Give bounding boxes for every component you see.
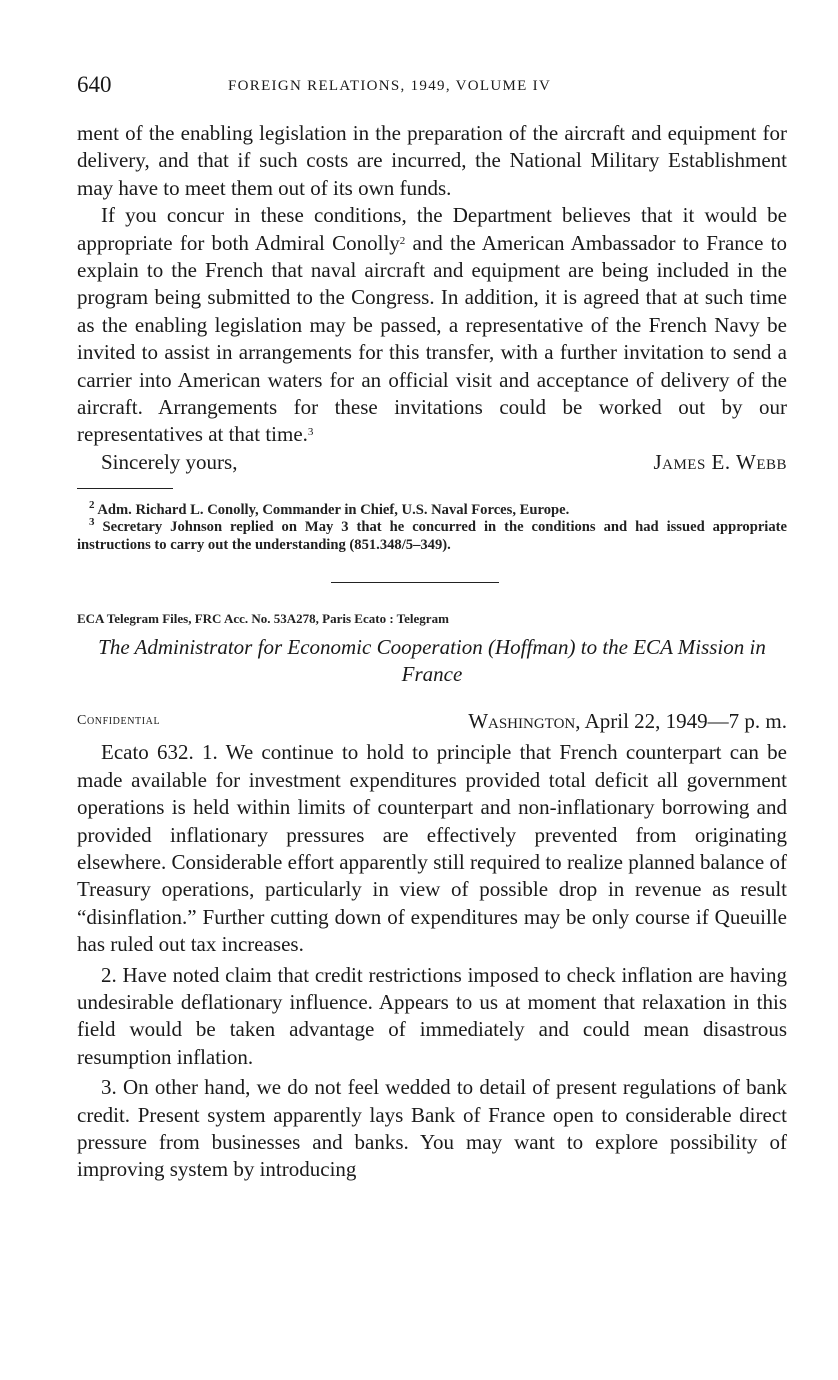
footnote-text: Adm. Richard L. Conolly, Commander in Chief, U.S. Naval Forces, Europe. <box>97 501 570 518</box>
page-number: 640 <box>77 72 112 97</box>
date-time: , April 22, 1949—7 p. m. <box>575 709 787 734</box>
telegram-paragraph: 3. On other hand, we do not feel wedded to detail of present regulations of bank credit. Present system apparently lays Bank of France open to considerable direct pressure from businesses and banks. You may want to explore possibility of improving system by introducing <box>77 1075 787 1182</box>
footnote-rule <box>77 488 173 489</box>
telegram-paragraph: Ecato 632. 1. We continue to hold to principle that French counterpart can be made available for investment expenditures provided total deficit all government operations is held within limits of counterpart and non-inflationary borrowing and provided inflationary pressures are effectively prevented from originating elsewhere. Considerable effort apparently still required to realize planned balance of Treasury operations, particularly in view of possible drop in revenue as result “disinflation.” Further cutting down of expenditures may be only course if Queuille has ruled out tax increases. <box>77 740 787 957</box>
letter-closing <box>77 449 787 476</box>
footnote-text: Secretary Johnson replied on May 3 that he concurred in the conditions and had issued appropriate instructions to carry out the understanding (851.348/5–349). <box>77 519 787 553</box>
place-of-origin: Washington <box>468 709 576 734</box>
telegram-paragraph: 2. Have noted claim that credit restrictions imposed to check inflation are having undesirable deflationary influence. Appears to us at moment that relaxation in this field would be taken advantage of immediately and could mean disastrous resumption inflation. <box>77 962 787 1069</box>
letter-paragraph <box>77 202 787 449</box>
footnote-marker: 3 <box>89 516 95 529</box>
section-divider <box>331 582 499 583</box>
source-citation: ECA Telegram Files, FRC Acc. No. 53A278, Paris Ecato : Telegram <box>77 611 449 627</box>
classification-label: Confidential <box>77 713 161 729</box>
letter-paragraph-text: and the American Ambassador to France to explain to the French that naval aircraft and equipment are being included in the program being submitted to the Congress. In addition, it is agreed that at such time as the enabling legislation may be passed, a representative of the French Navy be invited to assist in arrangements for this transfer, with a further invitation to send a carrier into American waters for an official visit and acceptance of delivery of the aircraft. Arrangements for these invitations could be worked out by our representatives at that time. <box>77 230 787 447</box>
date-place <box>468 708 787 735</box>
complimentary-close: Sincerely yours, <box>101 449 238 474</box>
dateline <box>77 708 787 735</box>
footnote-marker: 2 <box>89 498 95 511</box>
footnote-reference: 3 <box>307 426 314 439</box>
letter-paragraph-text: If you concur in these conditions, the Department believes that it would be appropriate for both Admiral Conolly <box>77 203 787 255</box>
signature: James E. Webb <box>653 449 787 474</box>
letter-continuation-paragraph: ment of the enabling legislation in the preparation of the aircraft and equipment for delivery, and that if such costs are incurred, the National Military Establishment may have to meet them out of its own funds. <box>77 121 787 200</box>
journal-title: FOREIGN RELATIONS, 1949, VOLUME IV <box>228 78 552 94</box>
footnote <box>77 516 787 554</box>
document-page <box>77 72 787 1184</box>
running-head <box>77 72 787 102</box>
footnotes <box>77 498 787 555</box>
footnote-reference: 2 <box>399 234 406 247</box>
footnote <box>77 498 787 520</box>
document-title: The Administrator for Economic Cooperation (Hoffman) to the ECA Mission in France <box>98 635 766 687</box>
